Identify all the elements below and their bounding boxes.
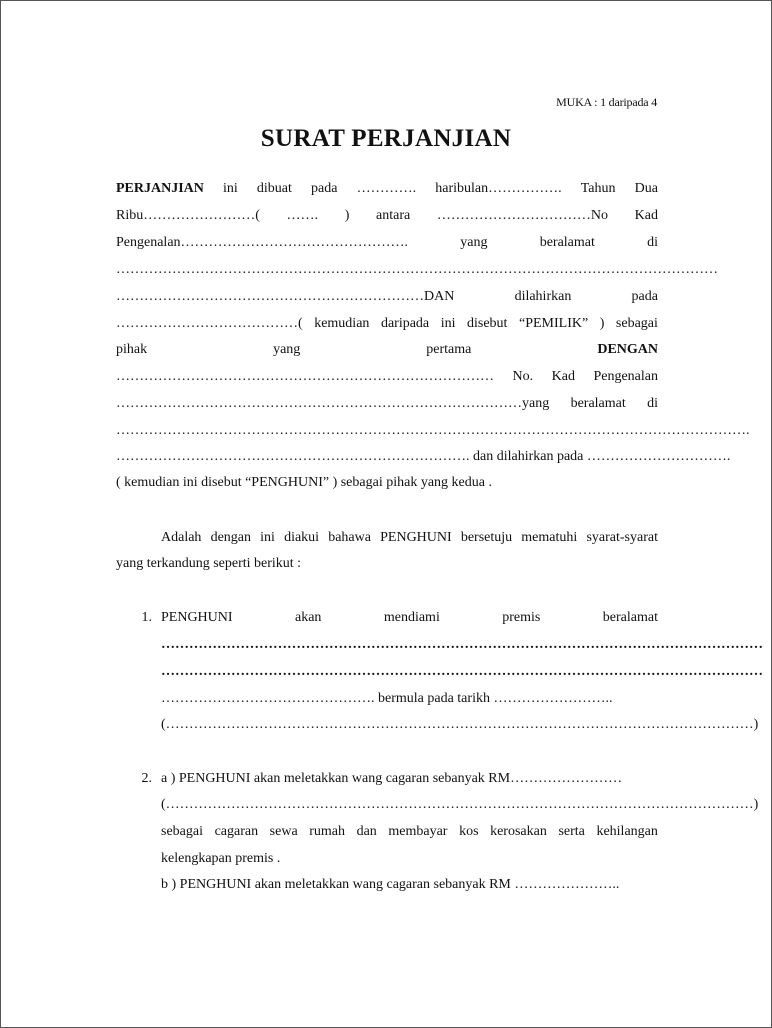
text: ………………………………………. bermula pada tarikh …………………….. — [161, 691, 613, 706]
para1-line-10 — [116, 421, 750, 441]
word: Dua — [634, 181, 658, 196]
word: serta — [558, 824, 585, 839]
word: ) — [344, 208, 350, 223]
dotted-blank: ………………………………………………………………………………………………………………… — [161, 637, 763, 652]
text: (………………………………………………………………………………………………………………) — [161, 797, 759, 812]
para1-line-3 — [116, 233, 658, 253]
dotted-blank: ………………………………………………………………………………………………………………………. — [116, 423, 750, 438]
word: pada — [631, 289, 658, 304]
text: kelengkapan premis . — [161, 851, 281, 866]
page-number: MUKA : 1 daripada 4 — [556, 95, 657, 109]
word: diakui — [284, 530, 320, 545]
para1-line-2 — [116, 206, 658, 226]
para1-line-5 — [116, 287, 658, 307]
para1-line-8 — [116, 367, 658, 387]
word: akan — [294, 610, 322, 625]
word: di — [647, 396, 658, 411]
word: “PEMILIK” — [518, 316, 589, 331]
word: pada — [311, 181, 338, 196]
item2-number: 2. — [141, 771, 152, 786]
word: ……………………………………………………………………… — [116, 369, 494, 384]
item2-line-1 — [161, 769, 658, 789]
dotted-blank: ………………………………………………………………………………………………………………… — [116, 262, 718, 277]
word: kemudian — [314, 316, 370, 331]
word: Kad — [634, 208, 658, 223]
word: disebut — [467, 316, 508, 331]
word: …………………………………………………………DAN — [116, 289, 455, 304]
word: cagaran — [214, 824, 259, 839]
word: dilahirkan — [514, 289, 572, 304]
word: PERJANJIAN — [116, 181, 204, 196]
text: ( kemudian ini disebut “PENGHUNI” ) sebagai pihak yang kedua . — [116, 475, 492, 490]
word: di — [647, 235, 658, 250]
word: sewa — [269, 824, 298, 839]
word: mendiami — [383, 610, 440, 625]
word: PENGHUNI — [161, 610, 233, 625]
word: beralamat — [602, 610, 658, 625]
word: ……. — [286, 208, 319, 223]
word: …………………………………( — [116, 316, 303, 331]
word: sebagai — [161, 824, 203, 839]
word: pertama — [426, 342, 472, 357]
word: No. — [512, 369, 534, 384]
word: PENGHUNI — [380, 530, 452, 545]
word: DENGAN — [597, 342, 658, 357]
word: Adalah — [161, 530, 202, 545]
word: mematuhi — [521, 530, 578, 545]
word: Ribu……………………( — [116, 208, 260, 223]
item2-line-5 — [161, 875, 658, 895]
word: ini — [440, 316, 456, 331]
word: bahawa — [328, 530, 371, 545]
para1-line-4 — [116, 260, 718, 280]
word: premis — [502, 610, 541, 625]
para1-line-6 — [116, 314, 658, 334]
item1-line-2 — [161, 635, 763, 655]
word: Tahun — [580, 181, 616, 196]
para1-line-9 — [116, 394, 658, 414]
word: sebagai — [615, 316, 658, 331]
word: yang — [273, 342, 301, 357]
para1-line-12 — [116, 473, 658, 493]
item2-line-3 — [161, 822, 658, 842]
word: Pengenalan — [593, 369, 658, 384]
word: beralamat — [570, 396, 626, 411]
word: bersetuju — [460, 530, 513, 545]
word: kerosakan — [490, 824, 547, 839]
word: …………. — [356, 181, 417, 196]
para1-line-1 — [116, 179, 658, 199]
para2-line-1 — [161, 528, 658, 548]
word: syarat-syarat — [586, 530, 658, 545]
word: dibuat — [256, 181, 292, 196]
word: ini — [223, 181, 238, 196]
item1-number: 1. — [141, 610, 152, 625]
word: ……………………………No — [436, 208, 609, 223]
word: yang — [460, 235, 488, 250]
text: …………………………………………………………………. dan dilahirkan pada …………………………. — [116, 449, 731, 464]
item1-line-4 — [161, 689, 658, 709]
text: a ) PENGHUNI akan meletakkan wang cagaran sebanyak RM…………………… — [161, 771, 623, 786]
item1-line-3 — [161, 662, 763, 682]
document-title: SURAT PERJANJIAN — [260, 125, 512, 152]
word: kos — [459, 824, 479, 839]
item1-line-5 — [161, 715, 759, 735]
word: Kad — [551, 369, 575, 384]
word: beralamat — [539, 235, 595, 250]
text: (………………………………………………………………………………………………………………) — [161, 717, 759, 732]
para1-line-7 — [116, 340, 658, 360]
word: dan — [356, 824, 377, 839]
word: pihak — [116, 342, 148, 357]
para1-line-11 — [116, 447, 731, 467]
item2-line-2 — [161, 795, 759, 815]
word: antara — [376, 208, 411, 223]
word: daripada — [380, 316, 430, 331]
word: ) — [599, 316, 605, 331]
para2-line-2 — [116, 554, 658, 574]
text: b ) PENGHUNI akan meletakkan wang cagaran sebanyak RM ………………….. — [161, 877, 620, 892]
word: dengan — [210, 530, 252, 545]
word: Pengenalan…………………………………………. — [116, 235, 409, 250]
item1-line-1 — [161, 608, 658, 628]
word: rumah — [309, 824, 346, 839]
dotted-blank: ………………………………………………………………………………………………………………… — [161, 664, 763, 679]
word: ini — [260, 530, 275, 545]
word: ……………………………………………………………………………yang — [116, 396, 550, 411]
text: yang terkandung seperti berikut : — [116, 556, 302, 571]
word: haribulan……………. — [435, 181, 562, 196]
word: membayar — [388, 824, 448, 839]
word: kehilangan — [596, 824, 658, 839]
item2-line-4 — [161, 849, 658, 869]
